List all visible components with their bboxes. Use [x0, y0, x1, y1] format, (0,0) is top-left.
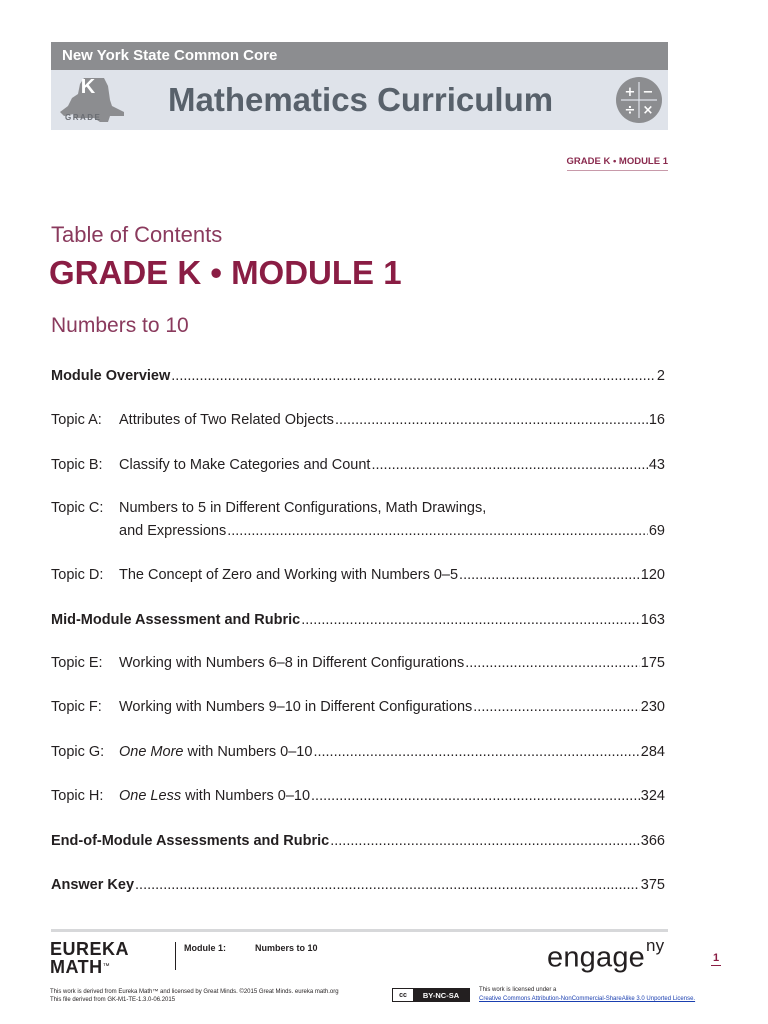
toc-topic-label: Topic G:	[51, 744, 105, 760]
toc-page-number: 324	[640, 788, 665, 804]
toc-entry-topic-a[interactable]	[51, 410, 665, 430]
dot-leader	[459, 565, 640, 585]
toc-entry-answer-key[interactable]	[51, 875, 665, 895]
banner-title: New York State Common Core	[62, 47, 278, 64]
toc-entry-topic-c-line2	[119, 521, 665, 541]
license-link[interactable]: Creative Commons Attribution-NonCommercial-ShareAlike 3.0 Unported License.	[479, 996, 696, 1002]
toc-topic-label: Topic A:	[51, 412, 102, 428]
dot-leader	[330, 831, 640, 851]
toc-page-number: 230	[640, 699, 665, 715]
module-subtitle: Numbers to 10	[51, 314, 189, 337]
engage-sup: ny	[645, 936, 665, 955]
dot-leader	[311, 786, 640, 806]
toc-entry-title: The Concept of Zero and Working with Numbers 0–5	[119, 567, 459, 583]
module-heading: GRADE K • MODULE 1	[49, 254, 402, 291]
footer-module-name: Numbers to 10	[255, 943, 318, 953]
header-banner	[51, 42, 668, 70]
toc-page-number: 2	[656, 368, 665, 384]
dot-leader	[171, 366, 656, 386]
divide-glyph: ÷	[624, 103, 636, 118]
toc-entry-title-rest: with Numbers 0–10	[181, 788, 311, 804]
toc-page-number: 43	[648, 457, 665, 473]
trademark-mark: ™	[102, 963, 111, 970]
minus-glyph: −	[642, 85, 654, 100]
math-operations-icon	[615, 76, 663, 124]
toc-entry-topic-h[interactable]	[51, 786, 665, 806]
toc-entry-title	[119, 742, 312, 762]
toc-entry-topic-f[interactable]	[51, 697, 665, 717]
toc-page-number: 366	[640, 833, 665, 849]
footer-rule	[51, 929, 668, 932]
toc-entry-topic-b[interactable]	[51, 455, 665, 475]
footer-module-label: Module 1:	[184, 943, 226, 953]
toc-entry-title: Numbers to 5 in Different Configurations, Math Drawings,	[119, 500, 487, 516]
dot-leader	[465, 653, 640, 673]
toc-topic-label: Topic F:	[51, 699, 102, 715]
toc-entry-title: Working with Numbers 6–8 in Different Configurations	[119, 655, 465, 671]
toc-entry-end-of-module-assessments[interactable]	[51, 831, 665, 851]
toc-entry-topic-d[interactable]	[51, 565, 665, 585]
toc-entry-title-continued: and Expressions	[119, 523, 227, 539]
toc-topic-label: Topic C:	[51, 500, 104, 516]
toc-entry-title-emphasis: One Less	[119, 788, 182, 804]
credit-line-2: This file derived from GK-M1-TE-1.3.0-06.2015	[50, 997, 176, 1003]
toc-entry-topic-g[interactable]	[51, 742, 665, 762]
page-number: 1	[713, 952, 720, 964]
toc-entry-title: End-of-Module Assessments and Rubric	[51, 833, 330, 849]
toc-entry-topic-e[interactable]	[51, 653, 665, 673]
toc-label: Table of Contents	[51, 222, 223, 247]
plus-glyph: +	[624, 85, 636, 100]
toc-entry-title-emphasis: One More	[119, 744, 184, 760]
dot-leader	[227, 521, 648, 541]
cc-license-code: BY-NC-SA	[413, 989, 469, 1001]
toc-page-number: 284	[640, 744, 665, 760]
curriculum-title: Mathematics Curriculum	[168, 81, 554, 118]
module-tag: GRADE K • MODULE 1	[567, 156, 669, 171]
grade-letter: K	[80, 76, 96, 98]
toc-entry-topic-c-line1	[51, 498, 665, 518]
toc-entry-module-overview[interactable]	[51, 366, 665, 386]
engage-text: engage	[547, 941, 645, 974]
dot-leader	[371, 455, 647, 475]
license-line-1: This work is licensed under a	[479, 987, 557, 993]
toc-page-number: 16	[648, 412, 665, 428]
eureka-logo-line2: MATH	[50, 957, 103, 977]
toc-topic-label: Topic D:	[51, 567, 104, 583]
toc-entry-title	[119, 786, 310, 806]
toc-entry-title: Module Overview	[51, 368, 171, 384]
toc-entry-title: Attributes of Two Related Objects	[119, 412, 334, 428]
toc-topic-label: Topic E:	[51, 655, 103, 671]
toc-topic-label: Topic B:	[51, 457, 103, 473]
dot-leader	[135, 875, 640, 895]
dot-leader	[313, 742, 639, 762]
toc-entry-mid-module-assessment[interactable]	[51, 610, 665, 630]
toc-page-number: 120	[640, 567, 665, 583]
footer-divider	[175, 942, 176, 970]
grade-label: GRADE	[65, 113, 102, 122]
dot-leader	[335, 410, 648, 430]
toc-topic-label: Topic H:	[51, 788, 104, 804]
cc-icon: cc	[393, 989, 413, 1001]
toc-page-number: 375	[640, 877, 665, 893]
dot-leader	[473, 697, 640, 717]
eureka-math-logo	[50, 940, 129, 976]
dot-leader	[301, 610, 640, 630]
toc-entry-title: Classify to Make Categories and Count	[119, 457, 371, 473]
eureka-logo-line1: EUREKA	[50, 939, 130, 959]
toc-page-number: 175	[640, 655, 665, 671]
credit-line-1: This work is derived from Eureka Math™ and licensed by Great Minds. ©2015 Great Minds. eureka math.org	[50, 989, 339, 995]
toc-entry-title: Working with Numbers 9–10 in Different Configurations	[119, 699, 473, 715]
toc-entry-title-rest: with Numbers 0–10	[183, 744, 313, 760]
toc-page-number: 163	[640, 612, 665, 628]
toc-page-number: 69	[648, 523, 665, 539]
engageny-logo	[547, 936, 665, 975]
times-glyph: ×	[642, 103, 654, 118]
header-title-bar	[51, 70, 668, 130]
toc-entry-title: Mid-Module Assessment and Rubric	[51, 612, 301, 628]
creative-commons-badge[interactable]	[392, 988, 470, 1002]
toc-entry-title: Answer Key	[51, 877, 135, 893]
